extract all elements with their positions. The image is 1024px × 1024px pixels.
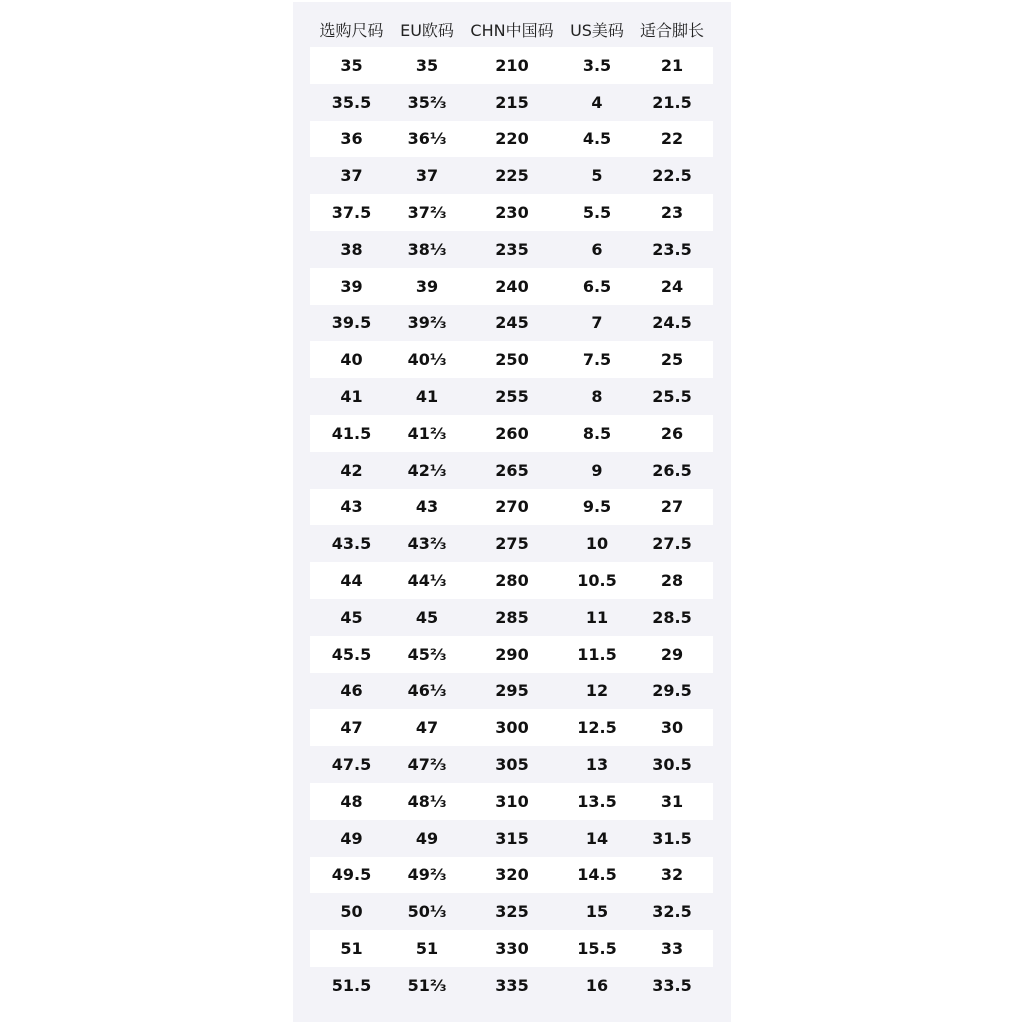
cell-eu-size: 41⅔ <box>393 415 461 452</box>
cell-eu-size: 46⅓ <box>407 681 447 701</box>
cell-chn-size: 275 <box>495 534 529 554</box>
cell-selected-size: 39 <box>310 268 393 305</box>
cell-us-size: 5.5 <box>563 194 631 231</box>
table-row <box>310 489 713 526</box>
cell-us-size: 15 <box>585 902 609 922</box>
cell-chn-size: 240 <box>461 268 563 305</box>
cell-chn-size: 335 <box>495 975 529 995</box>
cell-chn-size: 300 <box>461 709 563 746</box>
cell-foot-length: 28 <box>631 562 713 599</box>
cell-eu-size: 49⅔ <box>393 857 461 894</box>
cell-eu-size: 35 <box>393 47 461 84</box>
cell-chn-size: 330 <box>461 930 563 967</box>
cell-selected-size: 46 <box>340 681 363 701</box>
cell-foot-length: 30 <box>631 709 713 746</box>
cell-us-size: 13 <box>585 755 609 775</box>
cell-us-size: 14.5 <box>563 857 631 894</box>
cell-chn-size: 265 <box>495 460 529 480</box>
cell-selected-size: 37 <box>340 166 363 186</box>
cell-chn-size: 250 <box>461 341 563 378</box>
size-conversion-table <box>310 11 713 1004</box>
cell-chn-size: 325 <box>495 902 529 922</box>
cell-eu-size: 37 <box>415 166 439 186</box>
table-row <box>310 820 713 857</box>
table-row <box>310 673 713 710</box>
table-row <box>310 746 713 783</box>
cell-chn-size: 295 <box>495 681 529 701</box>
table-row <box>310 930 713 967</box>
cell-foot-length: 30.5 <box>652 755 692 775</box>
cell-chn-size: 255 <box>495 387 529 407</box>
table-row <box>310 709 713 746</box>
table-row <box>310 857 713 894</box>
cell-eu-size: 44⅓ <box>393 562 461 599</box>
cell-us-size: 6 <box>591 239 603 259</box>
cell-chn-size: 280 <box>461 562 563 599</box>
header-foot-length: 适合脚长 <box>639 20 704 40</box>
header-selected-size: 选购尺码 <box>319 20 384 40</box>
cell-us-size: 9 <box>591 460 603 480</box>
cell-selected-size: 43.5 <box>331 534 372 554</box>
cell-us-size: 8 <box>591 387 603 407</box>
cell-eu-size: 49 <box>415 828 439 848</box>
cell-selected-size: 37.5 <box>310 194 393 231</box>
cell-eu-size: 50⅓ <box>407 902 447 922</box>
table-row <box>310 305 713 342</box>
cell-foot-length: 26.5 <box>652 460 692 480</box>
table-row <box>310 562 713 599</box>
cell-foot-length: 25 <box>631 341 713 378</box>
cell-foot-length: 26 <box>631 415 713 452</box>
cell-chn-size: 245 <box>495 313 529 333</box>
cell-foot-length: 29 <box>631 636 713 673</box>
cell-selected-size: 41 <box>340 387 363 407</box>
cell-eu-size: 39 <box>393 268 461 305</box>
cell-us-size: 9.5 <box>563 489 631 526</box>
cell-foot-length: 32.5 <box>652 902 692 922</box>
cell-foot-length: 22.5 <box>652 166 692 186</box>
cell-eu-size: 36⅓ <box>393 121 461 158</box>
cell-foot-length: 28.5 <box>652 607 692 627</box>
cell-selected-size: 43 <box>310 489 393 526</box>
cell-foot-length: 23 <box>631 194 713 231</box>
cell-eu-size: 45⅔ <box>393 636 461 673</box>
cell-selected-size: 38 <box>340 239 363 259</box>
cell-eu-size: 45 <box>415 607 439 627</box>
cell-foot-length: 21.5 <box>652 92 692 112</box>
header-us-size: US美码 <box>570 20 624 40</box>
cell-chn-size: 310 <box>461 783 563 820</box>
cell-foot-length: 27.5 <box>652 534 692 554</box>
table-body <box>310 47 713 1004</box>
cell-selected-size: 49.5 <box>310 857 393 894</box>
cell-us-size: 10 <box>585 534 609 554</box>
cell-foot-length: 22 <box>631 121 713 158</box>
cell-eu-size: 51⅔ <box>407 975 447 995</box>
cell-foot-length: 29.5 <box>652 681 692 701</box>
table-row <box>310 157 713 194</box>
cell-eu-size: 40⅓ <box>393 341 461 378</box>
cell-foot-length: 33.5 <box>652 975 692 995</box>
table-row <box>310 47 713 84</box>
cell-foot-length: 24.5 <box>652 313 692 333</box>
cell-chn-size: 320 <box>461 857 563 894</box>
table-row <box>310 231 713 268</box>
cell-foot-length: 21 <box>631 47 713 84</box>
cell-eu-size: 47⅔ <box>407 755 447 775</box>
cell-eu-size: 39⅔ <box>407 313 447 333</box>
cell-chn-size: 290 <box>461 636 563 673</box>
cell-us-size: 7.5 <box>563 341 631 378</box>
cell-us-size: 5 <box>591 166 603 186</box>
cell-selected-size: 45 <box>340 607 363 627</box>
table-row <box>310 967 713 1004</box>
table-row <box>310 636 713 673</box>
cell-foot-length: 24 <box>631 268 713 305</box>
cell-selected-size: 42 <box>340 460 363 480</box>
cell-foot-length: 27 <box>631 489 713 526</box>
cell-us-size: 7 <box>591 313 603 333</box>
cell-selected-size: 35 <box>310 47 393 84</box>
cell-foot-length: 23.5 <box>652 239 692 259</box>
cell-foot-length: 32 <box>631 857 713 894</box>
table-row <box>310 378 713 415</box>
table-row <box>310 783 713 820</box>
cell-chn-size: 270 <box>461 489 563 526</box>
cell-selected-size: 45.5 <box>310 636 393 673</box>
cell-selected-size: 51.5 <box>331 975 372 995</box>
cell-eu-size: 41 <box>415 387 439 407</box>
cell-us-size: 6.5 <box>563 268 631 305</box>
cell-us-size: 14 <box>585 828 609 848</box>
cell-us-size: 10.5 <box>563 562 631 599</box>
cell-selected-size: 40 <box>310 341 393 378</box>
cell-us-size: 12 <box>585 681 609 701</box>
cell-selected-size: 50 <box>340 902 363 922</box>
cell-foot-length: 25.5 <box>652 387 692 407</box>
cell-us-size: 4 <box>591 92 603 112</box>
cell-chn-size: 305 <box>495 755 529 775</box>
cell-us-size: 16 <box>585 975 609 995</box>
cell-eu-size: 47 <box>393 709 461 746</box>
cell-eu-size: 37⅔ <box>393 194 461 231</box>
cell-us-size: 8.5 <box>563 415 631 452</box>
cell-eu-size: 48⅓ <box>393 783 461 820</box>
cell-selected-size: 35.5 <box>331 92 372 112</box>
cell-us-size: 11 <box>585 607 609 627</box>
cell-selected-size: 41.5 <box>310 415 393 452</box>
header-chn-size: CHN中国码 <box>470 20 554 40</box>
cell-chn-size: 225 <box>495 166 529 186</box>
cell-chn-size: 285 <box>495 607 529 627</box>
cell-selected-size: 49 <box>340 828 363 848</box>
cell-eu-size: 51 <box>393 930 461 967</box>
cell-eu-size: 43⅔ <box>407 534 447 554</box>
cell-foot-length: 31.5 <box>652 828 692 848</box>
table-row <box>310 893 713 930</box>
table-row <box>310 525 713 562</box>
cell-eu-size: 42⅓ <box>407 460 447 480</box>
cell-foot-length: 31 <box>631 783 713 820</box>
cell-us-size: 4.5 <box>563 121 631 158</box>
cell-us-size: 13.5 <box>563 783 631 820</box>
cell-foot-length: 33 <box>631 930 713 967</box>
cell-eu-size: 35⅔ <box>407 92 447 112</box>
cell-selected-size: 51 <box>310 930 393 967</box>
header-eu-size: EU欧码 <box>400 20 454 40</box>
table-row <box>310 599 713 636</box>
cell-us-size: 3.5 <box>563 47 631 84</box>
cell-selected-size: 44 <box>310 562 393 599</box>
table-header-row <box>310 11 713 47</box>
cell-chn-size: 235 <box>495 239 529 259</box>
table-row <box>310 452 713 489</box>
table-row <box>310 194 713 231</box>
cell-selected-size: 47 <box>310 709 393 746</box>
cell-selected-size: 39.5 <box>331 313 372 333</box>
table-row <box>310 341 713 378</box>
cell-selected-size: 36 <box>310 121 393 158</box>
cell-us-size: 11.5 <box>563 636 631 673</box>
cell-selected-size: 48 <box>310 783 393 820</box>
cell-chn-size: 215 <box>495 92 529 112</box>
cell-us-size: 12.5 <box>563 709 631 746</box>
cell-chn-size: 230 <box>461 194 563 231</box>
table-row <box>310 84 713 121</box>
cell-us-size: 15.5 <box>563 930 631 967</box>
table-row <box>310 121 713 158</box>
cell-chn-size: 260 <box>461 415 563 452</box>
table-row <box>310 268 713 305</box>
cell-chn-size: 210 <box>461 47 563 84</box>
cell-chn-size: 315 <box>495 828 529 848</box>
cell-eu-size: 38⅓ <box>407 239 447 259</box>
cell-selected-size: 47.5 <box>331 755 372 775</box>
table-row <box>310 415 713 452</box>
cell-chn-size: 220 <box>461 121 563 158</box>
cell-eu-size: 43 <box>393 489 461 526</box>
